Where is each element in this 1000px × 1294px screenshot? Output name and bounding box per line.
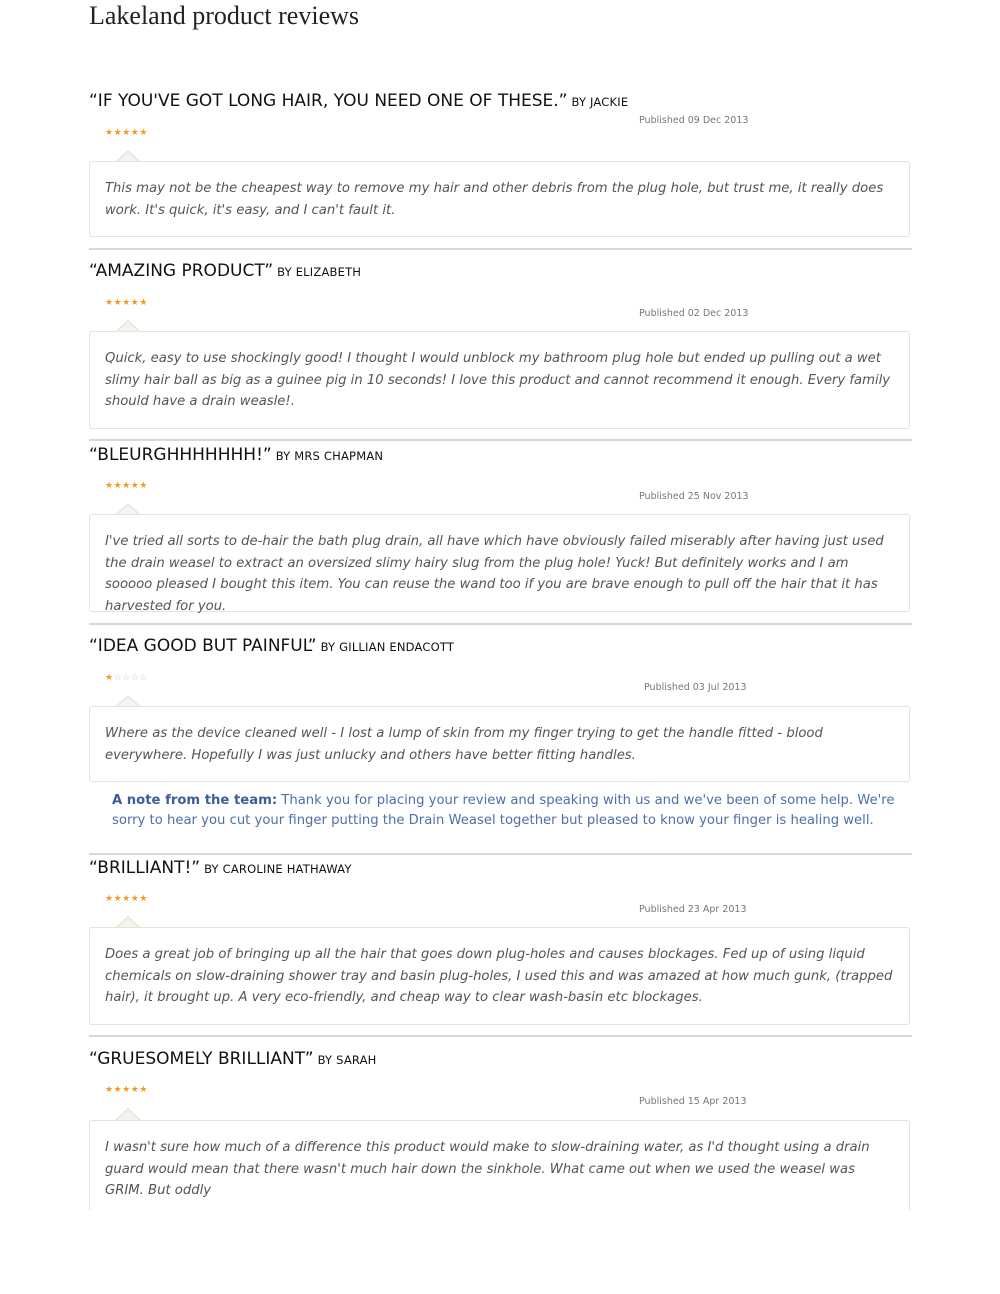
star-empty-icon: ☆ (122, 673, 131, 683)
star-rating (105, 297, 148, 309)
star-rating (105, 893, 148, 905)
published-date: Published 23 Apr 2013 (639, 904, 747, 915)
review-body: Does a great job of bringing up all the hair that goes down plug-holes and causes blockages. Fed up of using liquid chemicals on slow-draining shower tray and basin plug-holes, I used this and was amazed at how much gunk, (trapped hair), it brought up. A very eco-friendly, and cheap way to clear wash-basin etc blockages. (89, 927, 910, 1025)
review-author: BY JACKIE (571, 95, 629, 109)
star-filled-icon: ★ (122, 1085, 131, 1095)
star-filled-icon: ★ (130, 128, 140, 138)
review-divider (89, 623, 912, 625)
star-filled-icon: ★ (139, 298, 148, 308)
review-body: Where as the device cleaned well - I lost a lump of skin from my finger trying to get the handle fitted - blood everywhere. Hopefully I was just unlucky and others have better fitting handles. (89, 706, 910, 782)
star-filled-icon: ★ (130, 894, 140, 904)
review-body: I've tried all sorts to de-hair the bath plug drain, all have which have obviously failed miserably after having just used the drain weasel to extract an oversized slimy hairy slug from the plug hole! Yuck! But definitely works and I am sooooo pleased I bought this item. You can reuse the wand too if you are brave enough to pull off the hair that it has harvested for you. (89, 514, 910, 612)
star-rating (105, 480, 148, 492)
star-empty-icon: ☆ (113, 673, 123, 683)
star-filled-icon: ★ (105, 128, 114, 138)
review-item (89, 89, 912, 218)
star-filled-icon: ★ (130, 1085, 140, 1095)
published-date: Published 09 Dec 2013 (639, 115, 749, 126)
star-filled-icon: ★ (130, 298, 140, 308)
star-rating (105, 672, 148, 684)
review-headline: “AMAZING PRODUCT” (89, 261, 274, 281)
star-filled-icon: ★ (105, 894, 114, 904)
review-item (89, 259, 912, 409)
review-author: BY GILLIAN ENDACOTT (320, 640, 455, 654)
team-note-text: Thank you for placing your review and speaking with us and we've been of some help. We're sorry to hear you cut your finger putting the Drain Weasel together but pleased to know your finger is healing well. (112, 793, 895, 828)
review-title (89, 634, 912, 659)
review-title (89, 259, 912, 284)
star-filled-icon: ★ (113, 298, 123, 308)
review-body: Quick, easy to use shockingly good! I thought I would unblock my bathroom plug hole but ended up pulling out a wet slimy hair ball as big as a guinee pig in 10 seconds! I love this product and cannot recommend it enough. Every family should have a drain weasle!. (89, 331, 910, 429)
star-empty-icon: ☆ (130, 673, 140, 683)
review-headline: “IDEA GOOD BUT PAINFUL” (89, 636, 317, 656)
review-divider (89, 248, 912, 250)
review-divider (89, 439, 912, 441)
review-title (89, 856, 912, 881)
review-divider (89, 853, 912, 855)
review-headline: “GRUESOMELY BRILLIANT” (89, 1049, 314, 1069)
star-filled-icon: ★ (139, 1085, 148, 1095)
review-body: This may not be the cheapest way to remove my hair and other debris from the plug hole, but trust me, it really does work. It's quick, it's easy, and I can't fault it. (89, 161, 910, 237)
star-filled-icon: ★ (139, 128, 148, 138)
review-item (89, 634, 912, 828)
review-author: BY CAROLINE HATHAWAY (204, 862, 352, 876)
published-date: Published 03 Jul 2013 (644, 682, 747, 693)
review-author: BY SARAH (317, 1053, 377, 1067)
published-date: Published 15 Apr 2013 (639, 1096, 747, 1107)
review-divider (89, 1035, 912, 1037)
star-filled-icon: ★ (139, 481, 148, 491)
review-title (89, 1047, 912, 1072)
review-author: BY ELIZABETH (277, 265, 362, 279)
star-rating (105, 1084, 148, 1096)
team-note (112, 791, 902, 831)
published-date: Published 02 Dec 2013 (639, 308, 749, 319)
review-title (89, 89, 912, 114)
star-filled-icon: ★ (113, 1085, 123, 1095)
published-date: Published 25 Nov 2013 (639, 491, 749, 502)
team-note-lead: A note from the team: (112, 793, 278, 808)
star-filled-icon: ★ (105, 1085, 114, 1095)
review-item (89, 443, 912, 614)
review-headline: “BLEURGHHHHHHH!” (89, 445, 272, 465)
star-filled-icon: ★ (122, 894, 131, 904)
star-filled-icon: ★ (122, 128, 131, 138)
review-headline: “IF YOU'VE GOT LONG HAIR, YOU NEED ONE OF THESE.” (89, 91, 568, 111)
review-body: I wasn't sure how much of a difference this product would make to slow-draining water, as I'd thought using a drain guard would mean that there wasn't much hair down the sinkhole. What came out when we used the weasel was GRIM. But oddly (89, 1120, 910, 1210)
bubble-pointer (115, 1108, 141, 1120)
star-filled-icon: ★ (130, 481, 140, 491)
star-filled-icon: ★ (139, 894, 148, 904)
star-filled-icon: ★ (105, 673, 114, 683)
review-author: BY MRS CHAPMAN (275, 449, 384, 463)
page-title: Lakeland product reviews (89, 1, 360, 30)
review-item (89, 856, 912, 1005)
star-filled-icon: ★ (113, 894, 123, 904)
star-filled-icon: ★ (105, 481, 114, 491)
star-filled-icon: ★ (113, 128, 123, 138)
star-rating (105, 127, 148, 139)
review-item (89, 1047, 912, 1198)
star-filled-icon: ★ (113, 481, 123, 491)
review-headline: “BRILLIANT!” (89, 858, 201, 878)
review-title (89, 443, 912, 468)
star-filled-icon: ★ (105, 298, 114, 308)
star-filled-icon: ★ (122, 298, 131, 308)
star-empty-icon: ☆ (139, 673, 148, 683)
star-filled-icon: ★ (122, 481, 131, 491)
